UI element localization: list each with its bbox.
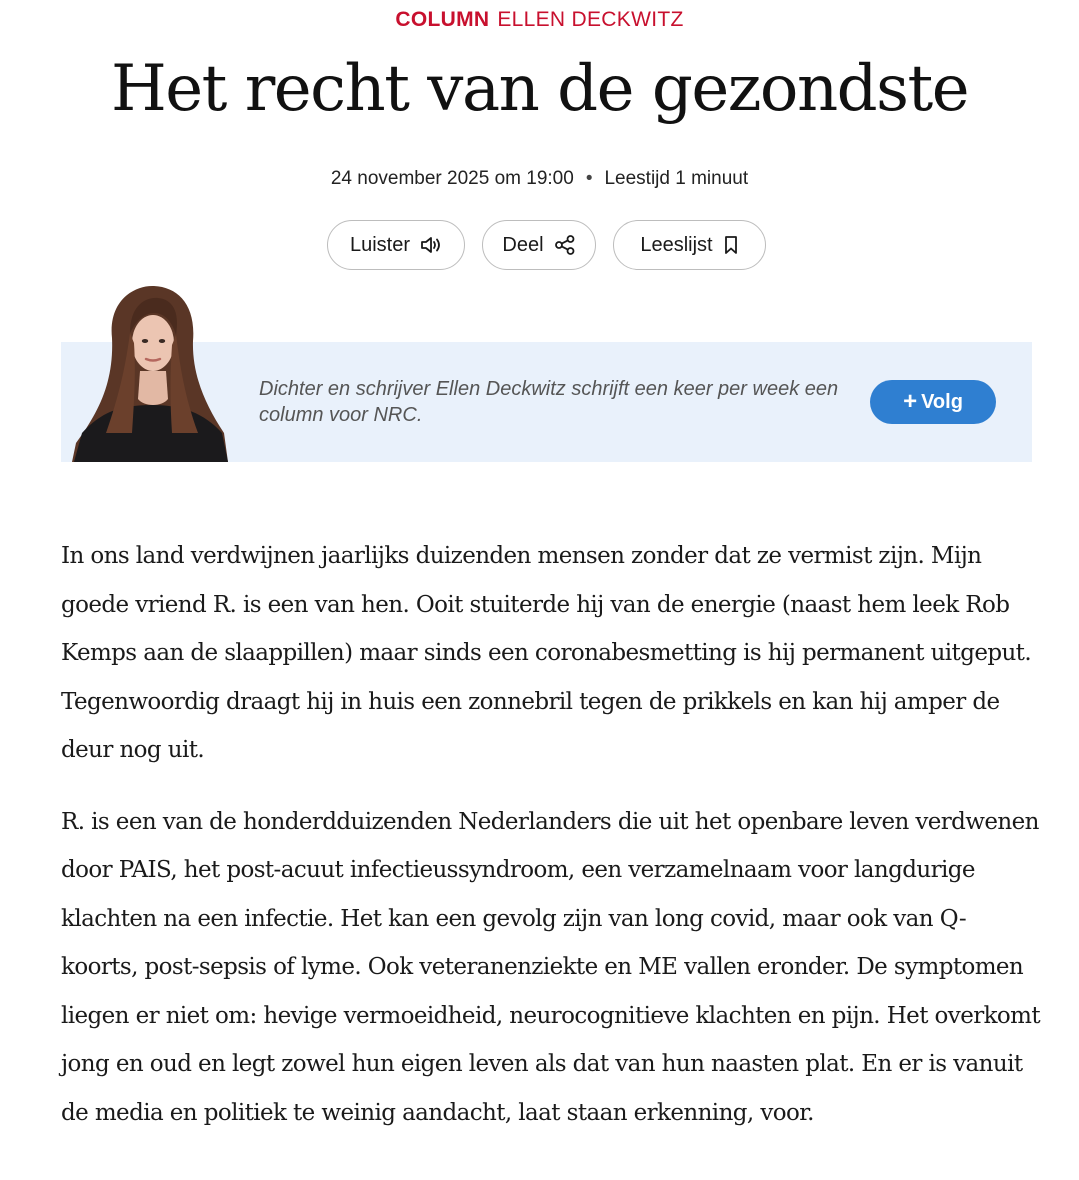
author-label[interactable]: ELLEN DECKWITZ <box>497 8 684 31</box>
share-icon <box>554 234 576 256</box>
share-button-label: Deel <box>502 233 544 256</box>
speaker-icon <box>420 236 442 254</box>
kicker <box>0 8 1079 32</box>
author-portrait <box>72 283 228 462</box>
article-title: Het recht van de gezondste <box>110 52 969 126</box>
publish-date: 24 november 2025 om 19:00 <box>330 168 574 189</box>
plus-icon: + <box>903 388 918 415</box>
article-body <box>61 532 1041 1160</box>
share-button[interactable] <box>482 220 596 270</box>
reading-list-button[interactable] <box>613 220 766 270</box>
listen-button[interactable] <box>327 220 465 270</box>
author-bio: Dichter en schrijver Ellen Deckwitz schrijft een keer per week een column voor NRC. <box>259 378 839 426</box>
article-meta <box>0 168 1079 190</box>
section-label[interactable]: COLUMN <box>395 8 490 31</box>
reading-list-button-label: Leeslijst <box>640 233 713 256</box>
follow-button-label: Volg <box>921 390 963 413</box>
follow-button[interactable] <box>870 380 996 424</box>
reading-time: Leestijd 1 minuut <box>604 168 749 189</box>
listen-button-label: Luister <box>349 233 411 256</box>
paragraph: In ons land verdwijnen jaarlijks duizenden mensen zonder dat ze vermist zijn. Mijn goede vriend R. is een van hen. Ooit stuiterde hij van de energie (naast hem leek Rob Kemps aan de slaappillen) maar sinds een coronabesmetting is hij permanent uitgeput. Tegenwoordig draagt hij in huis een zonnebril tegen de prikkels en kan hij amper de deur nog uit. <box>61 543 1032 763</box>
meta-separator: • <box>585 168 593 189</box>
paragraph: R. is een van de honderdduizenden Nederlanders die uit het openbare leven verdwenen door PAIS, het post-acuut infectieussyndroom, een verzamelnaam voor langdurige klachten na een infectie. Het kan een gevolg zijn van long covid, maar ook van Q-koorts, post-sepsis of lyme. Ook veteranenziekte en ME vallen eronder. De symptomen liegen er niet om: hevige vermoeidheid, neurocognitieve klachten en pijn. Het overkomt jong en oud en legt zowel hun eigen leven als dat van hun naasten plat. En er is vanuit de media en politiek te weinig aandacht, laat staan erkenning, voor. <box>61 808 1041 1126</box>
bookmark-icon <box>723 235 739 255</box>
